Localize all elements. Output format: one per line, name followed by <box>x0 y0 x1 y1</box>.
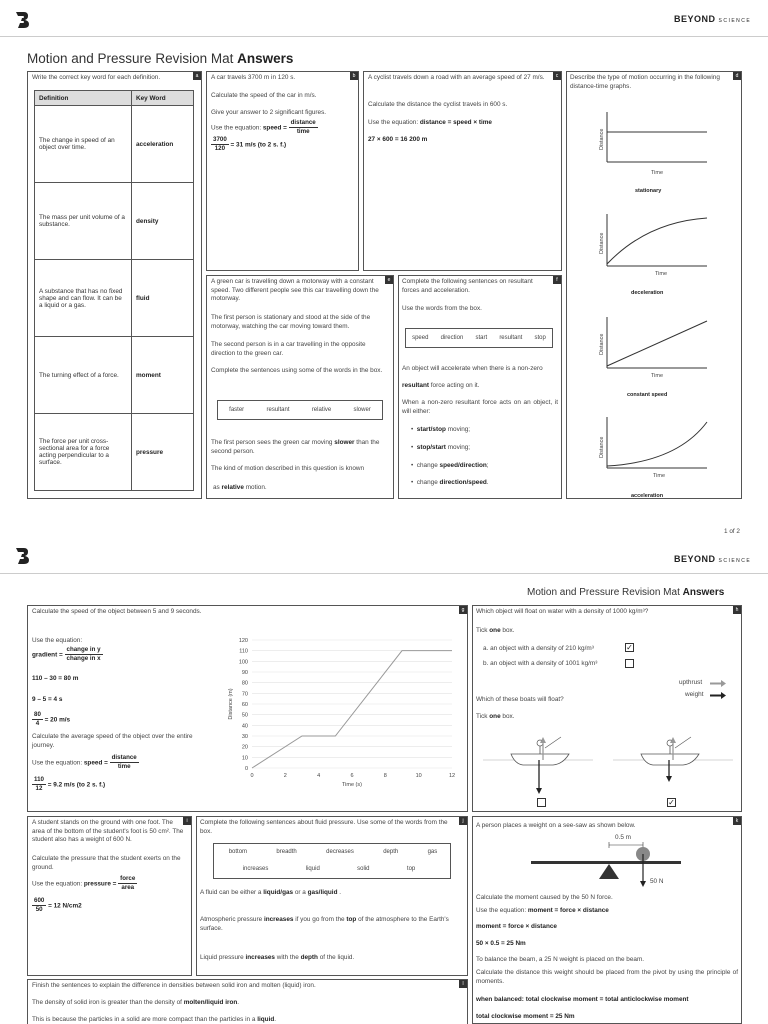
question-text: Give your answer to 2 significant figures. <box>211 109 327 116</box>
box-tag: i <box>183 817 191 825</box>
box-c-cyclist-distance <box>363 71 562 271</box>
brand-logo-icon <box>14 11 30 29</box>
boat-2-checkbox[interactable]: ✓ <box>668 798 675 807</box>
bullet-item: • stop/start moving; <box>411 444 471 451</box>
option-a-checkbox[interactable]: ✓ <box>626 643 633 652</box>
question-text: Complete the following sentences on resultant forces and acceleration. <box>402 278 533 294</box>
equation-line: Use the equation: distance = speed × time <box>368 119 492 126</box>
box-a-key-words <box>27 71 202 499</box>
word: resultant <box>499 335 523 341</box>
answer-line: 50 × 0.5 = 25 Nm <box>476 940 526 947</box>
instruction: Write the correct key word for each definition. <box>32 74 161 81</box>
question-text: A cyclist travels down a road with an average speed of 27 m/s. <box>368 74 545 81</box>
answer-sentence: The kind of motion described in this question is known <box>211 465 365 472</box>
answer-sentence: resultant force acting on it. <box>402 382 480 389</box>
x-tick-label: 4 <box>317 773 321 779</box>
word: breadth <box>276 849 297 855</box>
box-tag: l <box>459 980 467 988</box>
option-b-checkbox[interactable] <box>625 659 634 668</box>
box-g-speed-calculation <box>27 605 468 812</box>
word: resultant <box>266 407 290 413</box>
word: faster <box>229 407 245 413</box>
graph-ylabel: Distance <box>599 436 605 458</box>
header-divider <box>0 36 768 37</box>
graph-xlabel: Time <box>655 271 668 277</box>
key-word-cell: moment <box>132 337 194 414</box>
box-k-moments <box>472 816 742 1024</box>
box-tag: d <box>733 72 741 80</box>
box-i-pressure-calc <box>27 816 192 976</box>
question-text: Calculate the pressure that the student exerts on the ground. <box>32 855 181 871</box>
graph-answer: deceleration <box>631 290 664 296</box>
distance-time-chart <box>208 632 466 796</box>
question-text: Complete the sentences using some of the words in the box. <box>211 367 383 374</box>
box-tag: h <box>733 606 741 614</box>
box-tag: g <box>459 606 467 614</box>
answer-sentence: This is because the particles in a solid are more compact than the particles in a liquid. <box>32 1016 277 1023</box>
answer-line: 27 × 600 = 16 200 m <box>368 136 428 143</box>
box-tag: c <box>553 72 561 80</box>
word: depth <box>383 849 399 855</box>
y-tick-label: 90 <box>241 670 248 676</box>
boat-1-icon <box>511 737 569 794</box>
answer-line: moment = force × distance <box>476 923 557 930</box>
y-tick-label: 70 <box>241 691 248 698</box>
equation-line: Use the equation: speed = $\frac{\text{distance}}{\text{time}}$ <box>211 119 316 136</box>
y-tick-label: 10 <box>241 755 248 762</box>
word-box <box>217 400 383 420</box>
word: stop <box>534 335 546 341</box>
page-title: Motion and Pressure Revision Mat Answers <box>27 51 294 66</box>
question-text: A green car is travelling down a motorway with a constant speed. Two different people see this car travelling down the motorway. <box>211 278 379 303</box>
graph-answer: acceleration <box>631 493 664 499</box>
graph-xlabel: Time <box>653 473 666 479</box>
y-tick-label: 60 <box>241 702 248 708</box>
definition-cell: The force per unit cross-sectional area for a force acting perpendicular to a surface. <box>35 414 132 491</box>
chart-ylabel: Distance (m) <box>228 688 234 720</box>
word: start <box>475 335 488 341</box>
question-text: Use the words from the box. <box>402 305 482 312</box>
question-text: Calculate the moment caused by the 50 N force. <box>476 894 613 901</box>
answer-sentence: The density of solid iron is greater than the density of molten/liquid iron. <box>32 999 240 1006</box>
graph-xlabel: Time <box>651 373 664 379</box>
answer-line: 110 – 30 = 80 m <box>32 675 79 682</box>
equation-line: Use the equation: pressure = $\frac{\text{force}}{\text{area}}$ <box>32 875 136 892</box>
box-tag: b <box>350 72 358 80</box>
question-text: The second person is in a car travelling in the opposite direction to the green car. <box>211 341 366 357</box>
box-tag: j <box>459 817 467 825</box>
word: solid <box>357 866 370 872</box>
answer-sentence: An object will accelerate when there is a non-zero <box>402 365 543 372</box>
answer-line: $\frac{3700}{120}$ = 31 m/s (to 2 s. f.) <box>213 136 287 153</box>
instruction: Tick one box. <box>476 627 515 634</box>
page-title: Motion and Pressure Revision Mat Answers <box>527 587 725 598</box>
x-tick-label: 12 <box>448 773 456 779</box>
y-tick-label: 110 <box>239 648 248 655</box>
question-text: Calculate the average speed of the object over the entire journey. <box>32 733 193 749</box>
brand-name: BEYOND SCIENCE <box>674 14 752 24</box>
weight-arrow-icon <box>709 692 727 699</box>
key-word-cell: pressure <box>132 414 194 491</box>
graph-answer: constant speed <box>627 392 668 398</box>
bullet-item: • change direction/speed. <box>411 479 489 486</box>
y-tick-label: 80 <box>241 680 248 687</box>
graph-constant-speed <box>599 317 707 398</box>
col-header-key-word: Key Word <box>132 91 194 106</box>
chart-ticks <box>239 638 455 779</box>
question-text: Calculate the distance this weight should be placed from the pivot by using the principle of moments. <box>476 969 738 985</box>
question-text: A car travels 3700 m in 120 s. <box>211 74 296 81</box>
word-box <box>213 843 451 879</box>
equation-line: Use the equation: speed = $\frac{\text{distance}}{\text{time}}$ <box>32 754 137 771</box>
boats-diagram <box>483 734 733 794</box>
equation-line: gradient = $\frac{\text{change in y}}{\text{change in x}}$ <box>32 646 101 663</box>
word: bottom <box>228 849 248 855</box>
answer-sentence: The first person sees the green car moving slower than the second person. <box>211 439 380 455</box>
question-text: A student stands on the ground with one foot. The area of the bottom of the student's foot is 50 cm². The student also has a weight of 600 N. <box>32 819 184 844</box>
key-word-cell: fluid <box>132 260 194 337</box>
brand-name: BEYOND SCIENCE <box>674 554 752 564</box>
boat-1-checkbox[interactable] <box>537 798 546 807</box>
graph-acceleration <box>599 417 707 499</box>
page-number: 1 of 2 <box>724 528 740 535</box>
word: increases <box>242 866 269 872</box>
legend-upthrust: upthrust <box>679 679 703 686</box>
y-tick-label: 40 <box>241 723 248 730</box>
upthrust-arrow-icon <box>709 680 727 687</box>
key-word-cell: acceleration <box>132 106 194 183</box>
x-tick-label: 0 <box>250 773 254 779</box>
question-text: Which of these boats will float? <box>476 696 564 703</box>
graph-ylabel: Distance <box>599 333 605 355</box>
equation-line: Use the equation: moment = force × distance <box>476 907 609 914</box>
box-tag: k <box>733 817 741 825</box>
word: liquid <box>305 866 320 872</box>
definitions-table <box>34 90 194 491</box>
answer-sentence: A fluid can be either a liquid/gas or a gas/liquid . <box>200 889 342 896</box>
question-text: A person places a weight on a see-saw as shown below. <box>476 822 636 829</box>
question-text: Complete the following sentences about fluid pressure. Use some of the words from the box. <box>200 819 448 835</box>
answer-line: $\frac{110}{12}$ = 9.2 m/s (to 2 s. f.) <box>34 776 106 793</box>
bullet-item: • start/stop moving; <box>411 426 471 433</box>
option-b-label: b. an object with a density of 1001 kg/m³ <box>483 660 598 667</box>
answer-line: $\frac{600}{50}$ = 12 N/cm2 <box>34 897 82 914</box>
equation-intro: Use the equation: <box>32 637 83 644</box>
question-text: To balance the beam, a 25 N weight is placed on the beam. <box>476 956 645 963</box>
box-l-iron-density <box>27 979 468 1024</box>
answer-sentence: Liquid pressure increases with the depth of the liquid. <box>200 954 355 961</box>
box-b-car-speed <box>206 71 359 271</box>
y-tick-label: 100 <box>238 659 248 666</box>
box-e-relative-motion <box>206 275 394 499</box>
chart-xlabel: Time (s) <box>342 782 362 788</box>
y-tick-label: 20 <box>241 744 248 751</box>
instruction: Describe the type of motion occurring in the following distance-time graphs. <box>570 74 720 90</box>
pivot-icon <box>599 864 619 879</box>
boat-2-icon <box>641 737 699 782</box>
see-saw-diagram <box>473 841 742 891</box>
x-tick-label: 2 <box>283 773 287 779</box>
graph-stationary <box>599 112 707 194</box>
distance-label: 0.5 m <box>615 834 631 841</box>
x-tick-label: 6 <box>350 773 354 779</box>
question-text: The first person is stationary and stood at the side of the motorway, watching the car moving toward them. <box>211 314 371 330</box>
box-j-fluid-pressure <box>196 816 468 976</box>
definition-cell: The change in speed of an object over time. <box>35 106 132 183</box>
graph-answer: stationary <box>635 188 662 194</box>
graph-deceleration <box>599 214 707 296</box>
question-text: Calculate the distance the cyclist travels in 600 s. <box>368 101 508 108</box>
definition-cell: A substance that has no fixed shape and can flow. It can be a liquid or a gas. <box>35 260 132 337</box>
word-box <box>405 328 553 348</box>
instruction: Tick one box. <box>476 713 515 720</box>
box-tag: e <box>385 276 393 284</box>
x-tick-label: 10 <box>415 773 422 779</box>
question-text: Calculate the speed of the car in m/s. <box>211 92 317 99</box>
answer-line: when balanced: total clockwise moment = total anticlockwise moment <box>476 996 689 1003</box>
question-text: Which object will float on water with a density of 1000 kg/m³? <box>476 608 649 615</box>
word: direction <box>440 335 464 341</box>
answer-sentence: When a non-zero resultant force acts on an object, it will either: <box>402 399 558 415</box>
y-tick-label: 30 <box>241 734 248 740</box>
box-d-distance-time-graphs <box>566 71 742 499</box>
key-word-cell: density <box>132 183 194 260</box>
question-text: Calculate the speed of the object between 5 and 9 seconds. <box>32 608 202 615</box>
motion-graphs <box>567 72 742 499</box>
legend-weight: weight <box>685 691 704 698</box>
graph-ylabel: Distance <box>599 128 605 150</box>
answer-sentence: Atmospheric pressure increases if you go from the top of the atmosphere to the Earth's surface. <box>200 916 449 932</box>
graph-ylabel: Distance <box>599 232 605 254</box>
graph-xlabel: Time <box>651 170 664 176</box>
answer-line: $\frac{80}{4}$ = 20 m/s <box>34 711 71 728</box>
option-a-label: a. an object with a density of 210 kg/m³ <box>483 645 594 652</box>
header-divider <box>0 573 768 574</box>
answer-sentence: as relative motion. <box>213 484 267 491</box>
word: gas <box>427 849 438 855</box>
brand-logo-icon <box>14 547 30 565</box>
question-text: Finish the sentences to explain the difference in densities between solid iron and molten (liquid) iron. <box>32 982 316 989</box>
box-tag: f <box>553 276 561 284</box>
definition-cell: The mass per unit volume of a substance. <box>35 183 132 260</box>
force-label: 50 N <box>650 878 664 885</box>
box-tag: a <box>193 72 201 80</box>
word: relative <box>311 407 332 413</box>
box-h-floating <box>472 605 742 812</box>
bullet-item: • change speed/direction; <box>411 462 489 469</box>
word: top <box>406 866 416 872</box>
word: speed <box>412 335 429 341</box>
answer-line: total clockwise moment = 25 Nm <box>476 1013 575 1020</box>
definition-cell: The turning effect of a force. <box>35 337 132 414</box>
word: slower <box>353 407 371 413</box>
y-tick-label: 0 <box>244 766 248 772</box>
y-tick-label: 50 <box>241 712 248 719</box>
y-tick-label: 120 <box>238 638 248 644</box>
word: decreases <box>326 849 354 855</box>
series-line <box>252 651 452 768</box>
answer-line: 9 – 5 = 4 s <box>32 696 63 703</box>
x-tick-label: 8 <box>383 773 387 779</box>
col-header-definition: Definition <box>35 91 132 106</box>
box-f-resultant-forces <box>398 275 562 499</box>
